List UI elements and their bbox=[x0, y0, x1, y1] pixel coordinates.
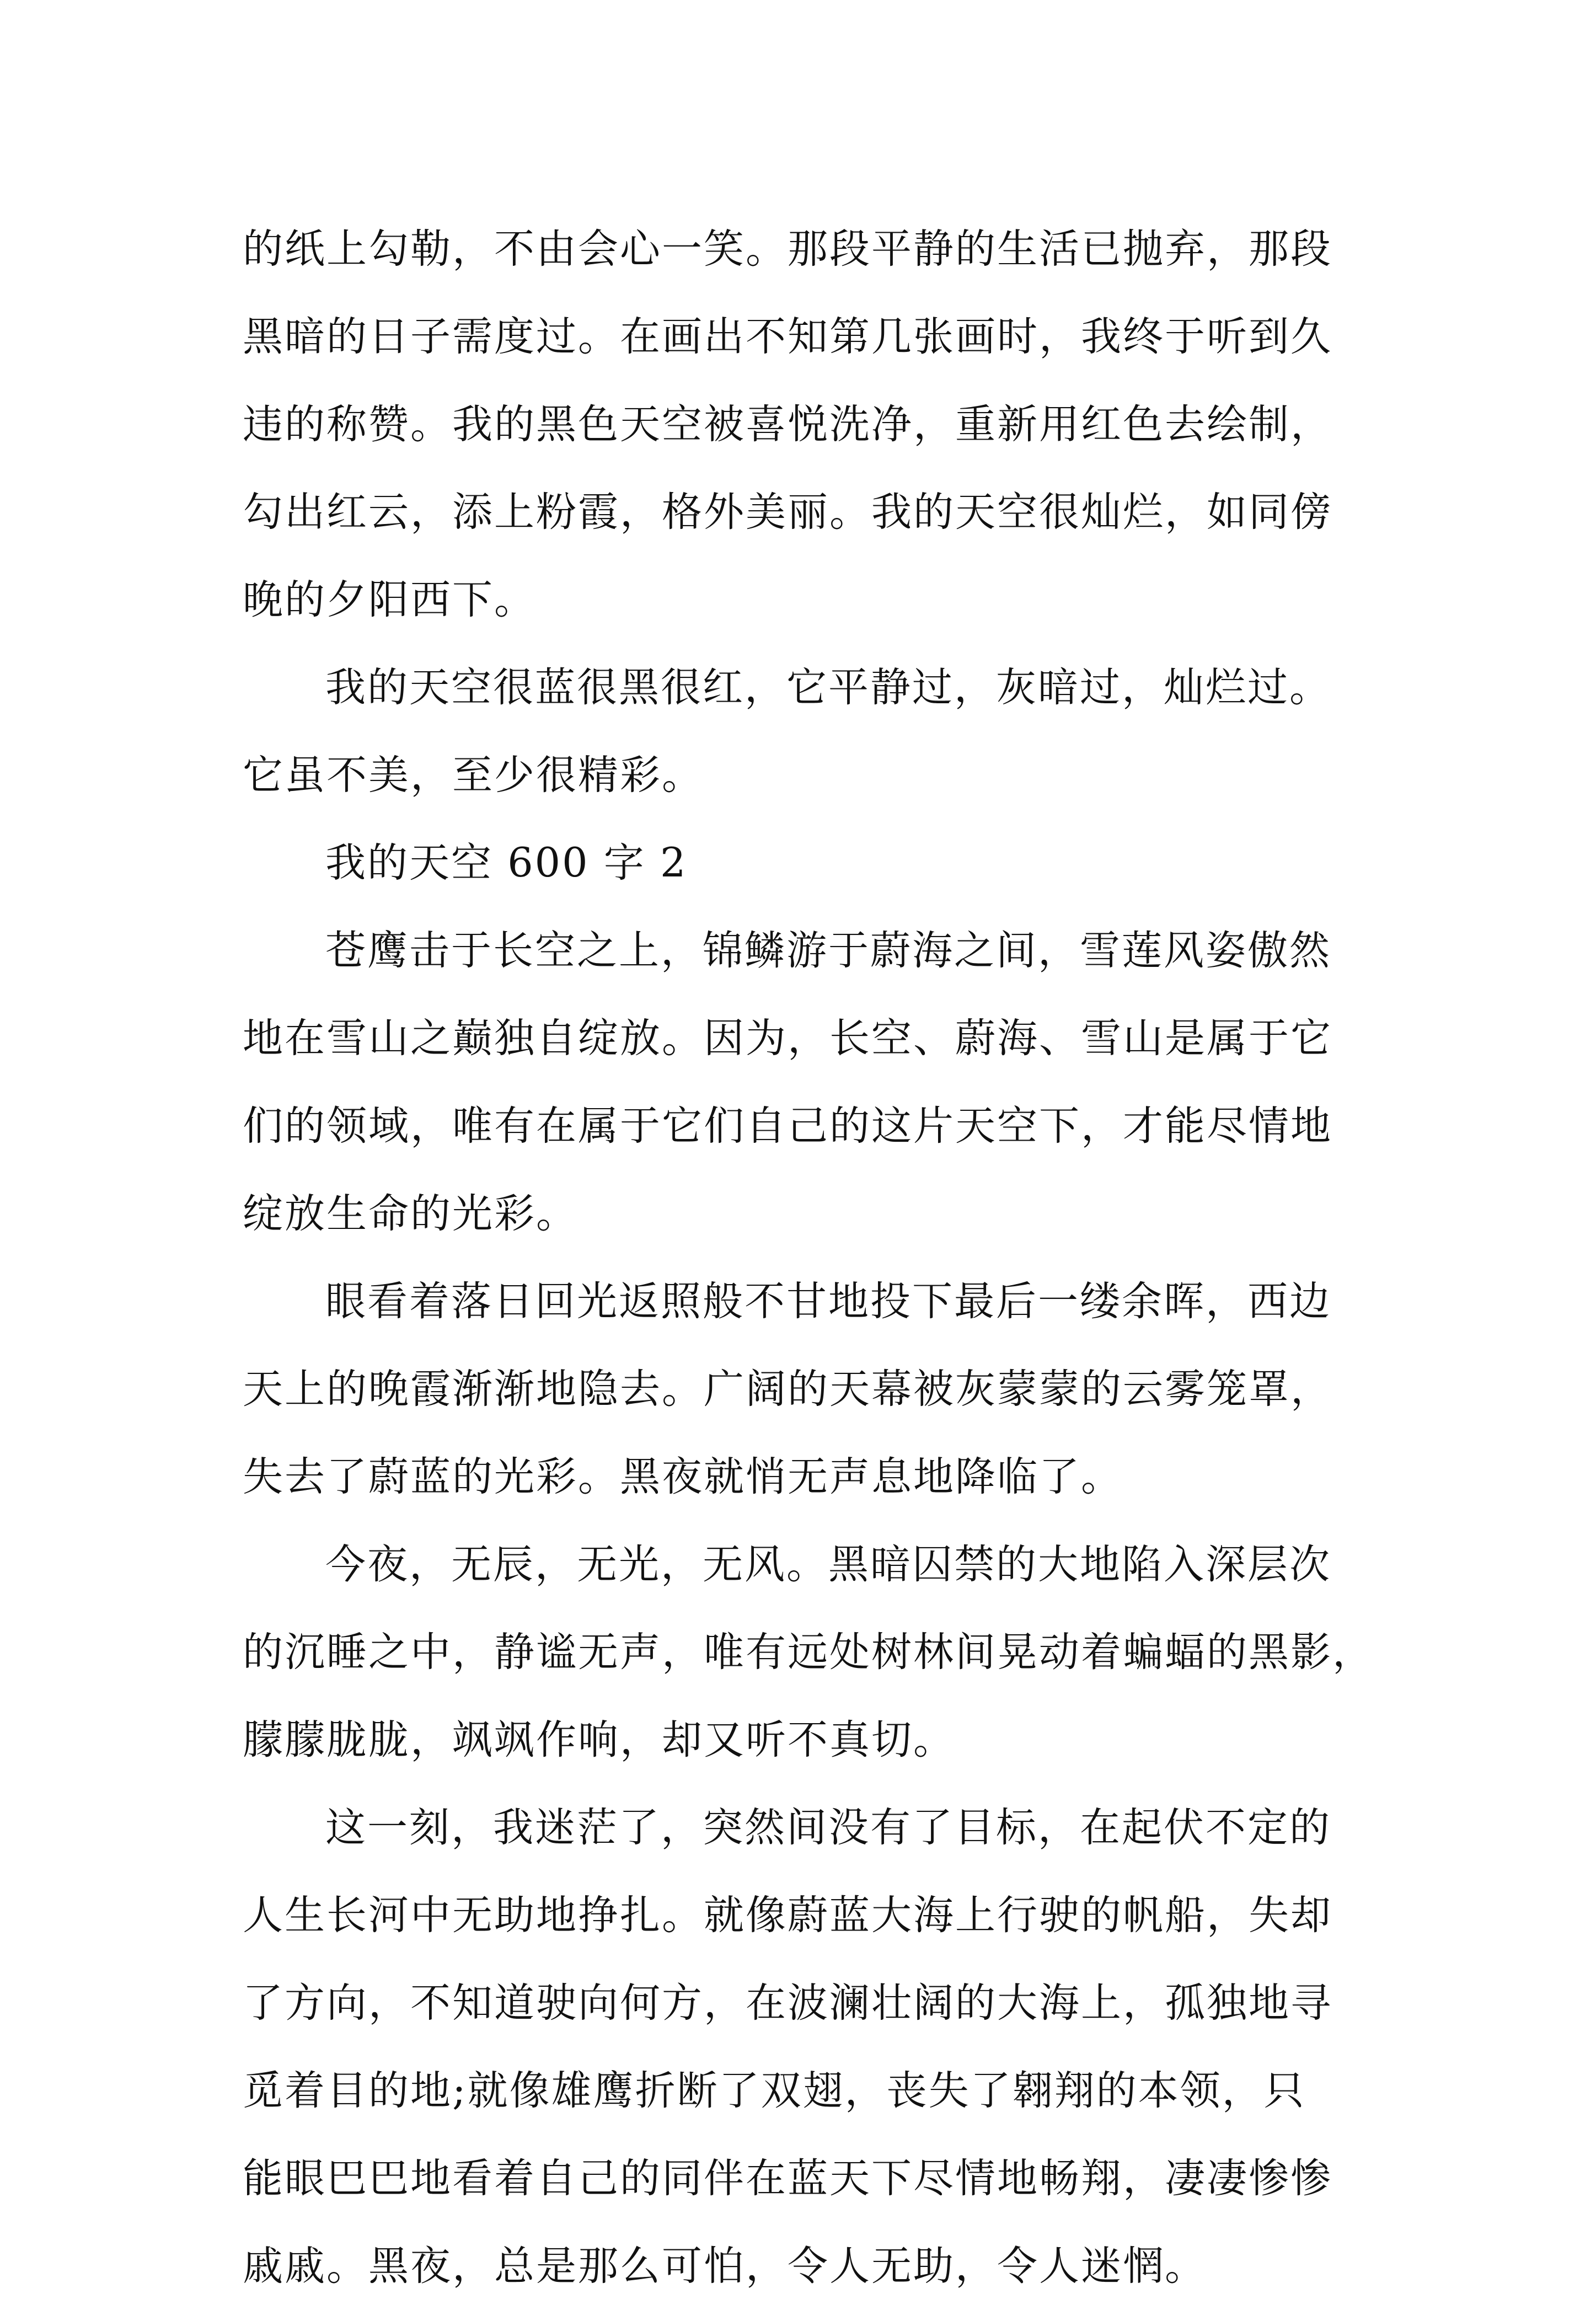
text-line: 地在雪山之巅独自绽放。因为，长空、蔚海、雪山是属于它 bbox=[243, 1015, 1332, 1062]
text-line: 它虽不美，至少很精彩。 bbox=[243, 752, 704, 799]
text-line: 的纸上勾勒，不由会心一笑。那段平静的生活已抛弃，那段 bbox=[243, 226, 1332, 272]
text-line: 黑暗的日子需度过。在画出不知第几张画时，我终于听到久 bbox=[243, 313, 1332, 360]
text-line: 觅着目的地;就像雄鹰折断了双翅，丧失了翱翔的本领，只 bbox=[243, 2067, 1306, 2114]
text-line: 们的领域，唯有在属于它们自己的这片天空下，才能尽情地 bbox=[243, 1103, 1332, 1149]
text-line: 今夜，无辰，无光，无风。黑暗囚禁的大地陷入深层次 bbox=[325, 1541, 1331, 1588]
text-line: 晚的夕阳西下。 bbox=[243, 576, 536, 623]
text-line: 眼看着落日回光返照般不甘地投下最后一缕余晖，西边 bbox=[325, 1278, 1331, 1325]
document-body bbox=[243, 205, 1374, 2310]
text-line: 绽放生命的光彩。 bbox=[243, 1190, 578, 1237]
text-line: 天上的晚霞渐渐地隐去。广阔的天幕被灰蒙蒙的云雾笼罩， bbox=[243, 1366, 1332, 1413]
text-line: 失去了蔚蓝的光彩。黑夜就悄无声息地降临了。 bbox=[243, 1453, 1123, 1500]
section-heading: 我的天空 600 字 2 bbox=[325, 839, 688, 886]
text-line: 戚戚。黑夜，总是那么可怕，令人无助，令人迷惘。 bbox=[243, 2243, 1207, 2290]
text-line: 苍鹰击于长空之上，锦鳞游于蔚海之间，雪莲风姿傲然 bbox=[325, 927, 1331, 974]
text-line: 了方向，不知道驶向何方，在波澜壮阔的大海上，孤独地寻 bbox=[243, 1980, 1332, 2026]
text-line: 人生长河中无助地挣扎。就像蔚蓝大海上行驶的帆船，失却 bbox=[243, 1892, 1332, 1939]
text-line: 勾出红云，添上粉霞，格外美丽。我的天空很灿烂，如同傍 bbox=[243, 489, 1332, 536]
text-line: 这一刻，我迷茫了，突然间没有了目标，在起伏不定的 bbox=[325, 1804, 1331, 1851]
text-line: 朦朦胧胧，飒飒作响，却又听不真切。 bbox=[243, 1717, 955, 1763]
text-line: 能眼巴巴地看着自己的同伴在蓝天下尽情地畅翔，凄凄惨惨 bbox=[243, 2155, 1332, 2202]
text-line: 我的天空很蓝很黑很红，它平静过，灰暗过，灿烂过。 bbox=[325, 664, 1331, 711]
text-line: 违的称赞。我的黑色天空被喜悦洗净，重新用红色去绘制， bbox=[243, 401, 1332, 448]
text-line: 的沉睡之中，静谧无声，唯有远处树林间晃动着蝙蝠的黑影， bbox=[243, 1629, 1374, 1676]
